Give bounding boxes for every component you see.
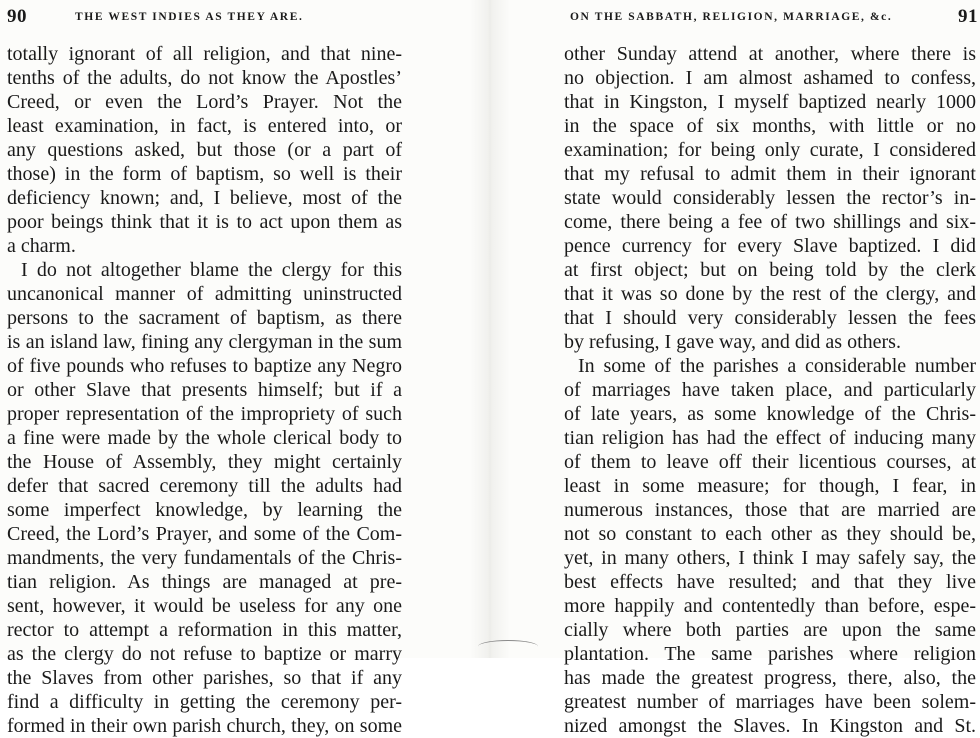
text-line: some imperfect knowledge, by learning the xyxy=(7,499,402,521)
text-line: yet, in many others, I think I may safely say, the xyxy=(564,547,976,569)
left-page xyxy=(0,0,470,737)
text-line: deficiency known; and, I believe, most of the xyxy=(7,187,402,209)
text-line: that in Kingston, I myself baptized nearly 1000 xyxy=(564,91,976,113)
text-line: at first object; but on being told by the clerk xyxy=(564,259,976,281)
left-page-number: 90 xyxy=(7,6,27,27)
text-line: find a difficulty in getting the ceremony per- xyxy=(7,691,402,713)
text-line: in the space of six months, with little or no xyxy=(564,115,976,137)
text-line: numerous instances, those that are married are xyxy=(564,499,976,521)
text-line: uncanonical manner of admitting uninstructed xyxy=(7,283,402,305)
text-line: mandments, the very fundamentals of the Chris- xyxy=(7,547,402,569)
text-line: pence currency for every Slave baptized. I did xyxy=(564,235,976,257)
text-line: least examination, in fact, is entered into, or xyxy=(7,115,402,137)
page-curl-mark xyxy=(478,640,538,653)
text-line: cially where both parties are upon the same xyxy=(564,619,976,641)
text-line: of marriages have taken place, and particularly xyxy=(564,379,976,401)
right-page xyxy=(510,0,980,737)
text-line: by refusing, I gave way, and did as others. xyxy=(564,331,901,353)
text-line: examination; for being only curate, I considered xyxy=(564,139,976,161)
text-line: come, there being a fee of two shillings and six- xyxy=(564,211,976,233)
text-line: tenths of the adults, do not know the Apostles’ xyxy=(7,67,402,89)
text-line: best effects have resulted; and that they live xyxy=(564,571,976,593)
text-line: as the clergy do not refuse to baptize or marry xyxy=(7,643,402,665)
text-line: more happily and contentedly than before, espe- xyxy=(564,595,976,617)
left-body-text xyxy=(7,42,402,738)
text-line: poor beings think that it is to act upon them as xyxy=(7,211,402,233)
text-line: not so constant to each other as they should be, xyxy=(564,523,976,545)
left-running-title: THE WEST INDIES AS THEY ARE. xyxy=(75,11,304,23)
text-line: the Slaves from other parishes, so that if any xyxy=(7,667,402,689)
book-gutter xyxy=(470,0,510,658)
text-line: the House of Assembly, they might certainly xyxy=(7,451,402,473)
text-line: tian religion. As things are managed at pre- xyxy=(7,571,402,593)
text-line: totally ignorant of all religion, and that nine- xyxy=(7,43,402,65)
left-running-head xyxy=(7,6,467,30)
text-line: any questions asked, but those (or a part of xyxy=(7,139,402,161)
text-line: is an island law, fining any clergyman in the sum xyxy=(7,331,402,353)
text-line: Creed, the Lord’s Prayer, and some of the Com- xyxy=(7,523,402,545)
text-line: sent, however, it would be useless for any one xyxy=(7,595,402,617)
text-line: least in some measure; for though, I fear, in xyxy=(564,475,976,497)
text-line: of five pounds who refuses to baptize any Negro xyxy=(7,355,402,377)
right-page-number: 91 xyxy=(958,6,978,27)
right-running-title: ON THE SABBATH, RELIGION, MARRIAGE, &c. xyxy=(570,11,893,23)
text-line: or other Slave that presents himself; but if a xyxy=(7,379,402,401)
text-line: persons to the sacrament of baptism, as there xyxy=(7,307,402,329)
text-line: tian religion has had the effect of inducing many xyxy=(564,427,976,449)
paragraph-start-line: In some of the parishes a considerable number xyxy=(578,355,976,377)
text-line: no objection. I am almost ashamed to confess, xyxy=(564,67,976,89)
text-line: that my refusal to admit them in their ignorant xyxy=(564,163,976,185)
text-line: proper representation of the impropriety of such xyxy=(7,403,402,425)
text-line: formed in their own parish church, they, on some xyxy=(7,715,402,737)
text-line: that I should very considerably lessen the fees xyxy=(564,307,976,329)
text-line: has made the greatest progress, there, also, the xyxy=(564,667,976,689)
text-line: nized amongst the Slaves. In Kingston and St. xyxy=(564,715,976,737)
text-line: greatest number of marriages have been solem- xyxy=(564,691,976,713)
text-line: defer that sacred ceremony till the adults had xyxy=(7,475,402,497)
text-line: that it was so done by the rest of the clergy, and xyxy=(564,283,976,305)
text-line: state would considerably lessen the rector’s in- xyxy=(564,187,976,209)
text-line: rector to attempt a reformation in this matter, xyxy=(7,619,402,641)
right-running-head xyxy=(570,6,978,30)
text-line: Creed, or even the Lord’s Prayer. Not the xyxy=(7,91,402,113)
text-line: those) in the form of baptism, so well is their xyxy=(7,163,402,185)
text-line: other Sunday attend at another, where there is xyxy=(564,43,976,65)
text-line: of them to leave off their licentious courses, at xyxy=(564,451,976,473)
text-line: a fine were made by the whole clerical body to xyxy=(7,427,402,449)
paragraph-start-line: I do not altogether blame the clergy for this xyxy=(21,259,402,281)
text-line: of late years, as some knowledge of the Chris- xyxy=(564,403,976,425)
right-body-text xyxy=(564,42,976,738)
text-line: plantation. The same parishes where religion xyxy=(564,643,976,665)
text-line: a charm. xyxy=(7,235,76,257)
